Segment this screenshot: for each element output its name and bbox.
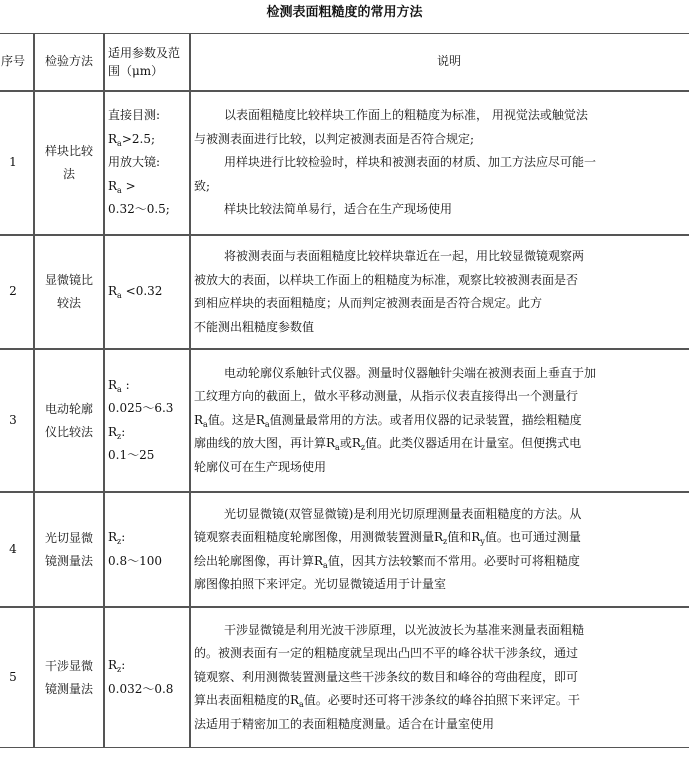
param-line: $R_a$ : bbox=[108, 377, 130, 394]
param-cell bbox=[104, 235, 190, 349]
desc-line: $R_a$值。这是$R_a$值测量最常用的方法。或者用仪器的记录装置，描绘粗糙度 bbox=[194, 412, 582, 429]
param-cell bbox=[104, 91, 190, 235]
description-cell bbox=[190, 492, 689, 607]
param-line: 0.8～100 bbox=[108, 553, 162, 568]
header-no: 序号 bbox=[0, 33, 34, 91]
desc-line: 致; bbox=[194, 178, 211, 193]
method-name: 电动轮廓仪比较法 bbox=[34, 349, 104, 492]
param-line: 0.032～0.8 bbox=[108, 681, 174, 696]
param-line: 直接目测: bbox=[108, 108, 161, 123]
desc-line: 轮廓仪可在生产现场使用 bbox=[194, 459, 327, 474]
param-line: 0.1～25 bbox=[108, 448, 155, 462]
table-row bbox=[0, 91, 689, 235]
method-name: 光切显微镜测量法 bbox=[34, 492, 104, 607]
param-cell bbox=[104, 492, 190, 607]
param-line: $R_a <0.32$ bbox=[108, 284, 163, 301]
desc-line: 光切显微镜(双管显微镜)是利用光切原理测量表面粗糙度的方法。从 bbox=[224, 506, 582, 521]
row-number: 2 bbox=[0, 235, 34, 349]
row-number: 1 bbox=[0, 91, 34, 235]
description-cell bbox=[190, 349, 689, 492]
header-params: 适用参数及范围（μm） bbox=[104, 33, 190, 91]
param-line: $R_a>2.5$; bbox=[108, 131, 156, 148]
desc-line: 用样块进行比较检验时，样块和被测表面的材质、加工方法应尽可能一 bbox=[224, 155, 597, 170]
description-cell bbox=[190, 91, 689, 235]
desc-line: 算出表面粗糙度的$R_a$值。必要时还可将干涉条纹的峰谷拍照下来评定。干 bbox=[194, 693, 580, 710]
table-row bbox=[0, 607, 689, 748]
param-line: $R_z$: bbox=[108, 424, 126, 441]
header-desc: 说明 bbox=[190, 33, 689, 91]
row-number: 4 bbox=[0, 492, 34, 607]
desc-line: 将被测表面与表面粗糙度比较样块靠近在一起，用比较显微镜观察两 bbox=[224, 249, 585, 263]
param-line: 0.32～0.5; bbox=[108, 202, 170, 217]
header-method: 检验方法 bbox=[34, 33, 104, 91]
row-number: 5 bbox=[0, 607, 34, 748]
desc-line: 镜观察表面粗糙度轮廓图像，用测微装置测量$R_z$值和$R_y$值。也可通过测量 bbox=[194, 530, 581, 546]
description-cell bbox=[190, 607, 689, 748]
param-cell bbox=[104, 349, 190, 492]
table-row bbox=[0, 235, 689, 349]
desc-line: 廓图像拍照下来评定。光切显微镜适用于计量室 bbox=[194, 577, 447, 591]
param-line: $R_z$: bbox=[108, 658, 126, 674]
desc-line: 样块比较法简单易行，适合在生产现场使用 bbox=[224, 202, 453, 217]
desc-line: 的。被测表面有一定的粗糙度就呈现出凸凹不平的峰谷状干涉条纹，通过 bbox=[194, 646, 579, 661]
description-cell bbox=[190, 235, 689, 349]
desc-line: 不能测出粗糙度参数值 bbox=[194, 319, 315, 334]
desc-line: 与被测表面进行比较，以判定被测表面是否符合规定; bbox=[194, 131, 475, 146]
table-header-row bbox=[0, 33, 689, 91]
param-line: $R_z$: bbox=[108, 530, 126, 546]
methods-table-wrapper bbox=[0, 33, 689, 756]
desc-line: 被放大的表面，以样块工作面上的粗糙度为标准，观察比较被测表面是否 bbox=[194, 272, 579, 287]
row-number: 3 bbox=[0, 349, 34, 492]
desc-line: 绘出轮廓图像，再计算$R_a$值，因其方法较繁而不常用。必要时可将粗糙度 bbox=[194, 553, 580, 570]
method-name: 干涉显微镜测量法 bbox=[34, 607, 104, 748]
methods-table bbox=[0, 33, 689, 748]
method-name: 显微镜比较法 bbox=[34, 235, 104, 349]
desc-line: 镜观察、利用测微装置测量这些干涉条纹的数目和峰谷的弯曲程度，即可 bbox=[194, 669, 579, 684]
param-line: 用放大镜: bbox=[108, 155, 161, 170]
param-line: $R_a$ > bbox=[108, 178, 136, 195]
page-title: 检测表面粗糙度的常用方法 bbox=[266, 5, 423, 20]
param-cell bbox=[104, 607, 190, 748]
param-line: 0.025～6.3 bbox=[108, 401, 174, 415]
desc-line: 到相应样块的表面粗糙度；从而判定被测表面是否符合规定。此方 bbox=[194, 296, 543, 310]
method-name: 样块比较法 bbox=[34, 91, 104, 235]
desc-line: 以表面粗糙度比较样块工作面上的粗糙度为标准， 用视觉法或触觉法 bbox=[224, 108, 588, 123]
table-row bbox=[0, 349, 689, 492]
table-row bbox=[0, 492, 689, 607]
desc-line: 廓曲线的放大图，再计算$R_a$或$R_z$值。此类仪器适用在计量室。但便携式电 bbox=[194, 436, 582, 453]
desc-line: 干涉显微镜是利用光波干涉原理，以光波波长为基准来测量表面粗糙 bbox=[224, 622, 585, 637]
desc-line: 法适用于精密加工的表面粗糙度测量。适合在计量室使用 bbox=[194, 716, 495, 731]
desc-line: 电动轮廓仪系触针式仪器。测量时仪器触针尖端在被测表面上垂直于加 bbox=[224, 365, 597, 380]
desc-line: 工纹理方向的截面上，做水平移动测量，从指示仪表直接得出一个测量行 bbox=[194, 389, 579, 404]
